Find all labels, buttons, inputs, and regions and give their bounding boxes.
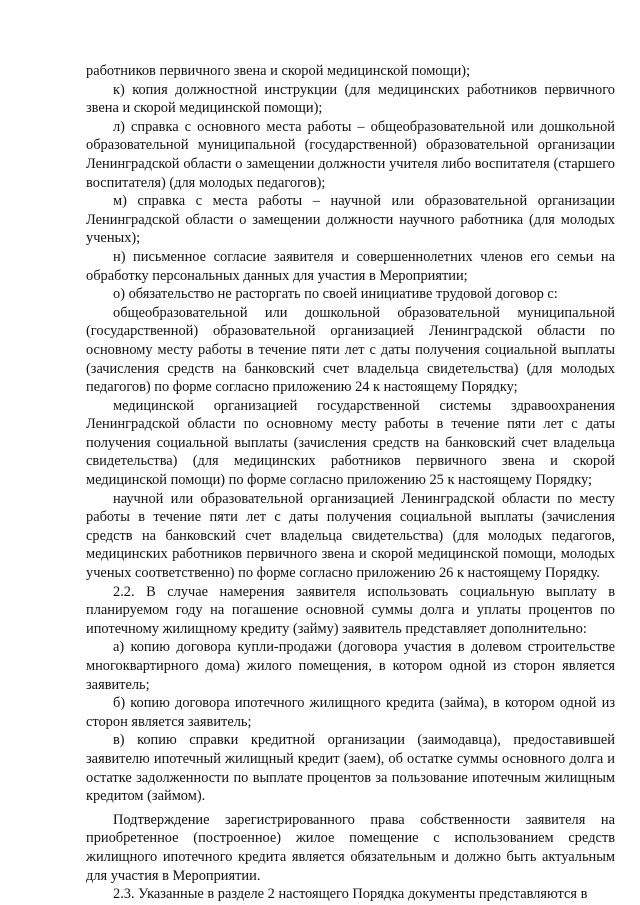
paragraph: Подтверждение зарегистрированного права собственности заявителя на приобретенное (построенное) жилое помещение с использованием средств жилищного ипотечного кредита является обязательным и должно быть актуальным для участия в Мероприятии. [86, 811, 615, 884]
document-body [86, 62, 615, 904]
paragraph: б) копию договора ипотечного жилищного кредита (займа), в котором одной из сторон является заявитель; [86, 695, 615, 730]
paragraph: 2.2. В случае намерения заявителя использовать социальную выплату в планируемом году на погашение основной суммы долга и уплаты процентов по ипотечному жилищному кредиту (займу) заявитель представляет дополнительно: [86, 583, 615, 637]
paragraph: научной или образовательной организацией Ленинградской области по месту работы в течение пяти лет с даты получения социальной выплаты (зачисления средств на банковский счет владельца свидетельства) (для молодых педагогов, медицинских работников первичного звена и скорой медицинской помощи, молодых ученых соответственно) по форме согласно приложению 26 к настоящему Порядку. [86, 490, 615, 582]
paragraph: медицинской организацией государственной системы здравоохранения Ленинградской области по основному месту работы в течение пяти лет с даты получения социальной выплаты (зачисления средств на банковский счет владельца свидетельства) (для медицинских работников первичного звена и скорой медицинской помощи) по форме согласно приложению 25 к настоящему Порядку; [86, 397, 615, 489]
paragraph: л) справка с основного места работы – общеобразовательной или дошкольной образовательной муниципальной (государственной) образовательной организации Ленинградской области о замещении должности учителя либо воспитателя (старшего воспитателя) (для молодых педагогов); [86, 118, 615, 191]
paragraph: о) обязательство не расторгать по своей инициативе трудовой договор с: [113, 286, 558, 303]
paragraph: 2.3. Указанные в разделе 2 настоящего Порядка документы представляются в [113, 886, 588, 903]
paragraph: общеобразовательной или дошкольной образовательной муниципальной (государственной) образовательной организацией Ленинградской области по основному месту работы в течение пяти лет с даты получения социальной выплаты (зачисления средств на банковский счет владельца свидетельства) (для молодых педагогов) по форме согласно приложению 24 к настоящему Порядку; [86, 304, 615, 396]
paragraph: а) копию договора купли-продажи (договора участия в долевом строительстве многоквартирного дома) жилого помещения, в котором одной из сторон является заявитель; [86, 639, 615, 693]
paragraph: работников первичного звена и скорой медицинской помощи); [86, 63, 471, 79]
paragraph: к) копия должностной инструкции (для медицинских работников первичного звена и скорой медицинской помощи); [86, 81, 615, 117]
paragraph: в) копию справки кредитной организации (заимодавца), предоставившей заявителю ипотечный жилищный кредит (заем), об остатке суммы основного долга и остатке задолженности по выплате процентов за пользование ипотечным жилищным кредитом (займом). [86, 732, 615, 805]
paragraph: н) письменное согласие заявителя и совершеннолетних членов его семьи на обработку персональных данных для участия в Мероприятии; [86, 248, 615, 284]
paragraph: м) справка с места работы – научной или образовательной организации Ленинградской области о замещении должности научного работника (для молодых ученых); [86, 193, 615, 247]
